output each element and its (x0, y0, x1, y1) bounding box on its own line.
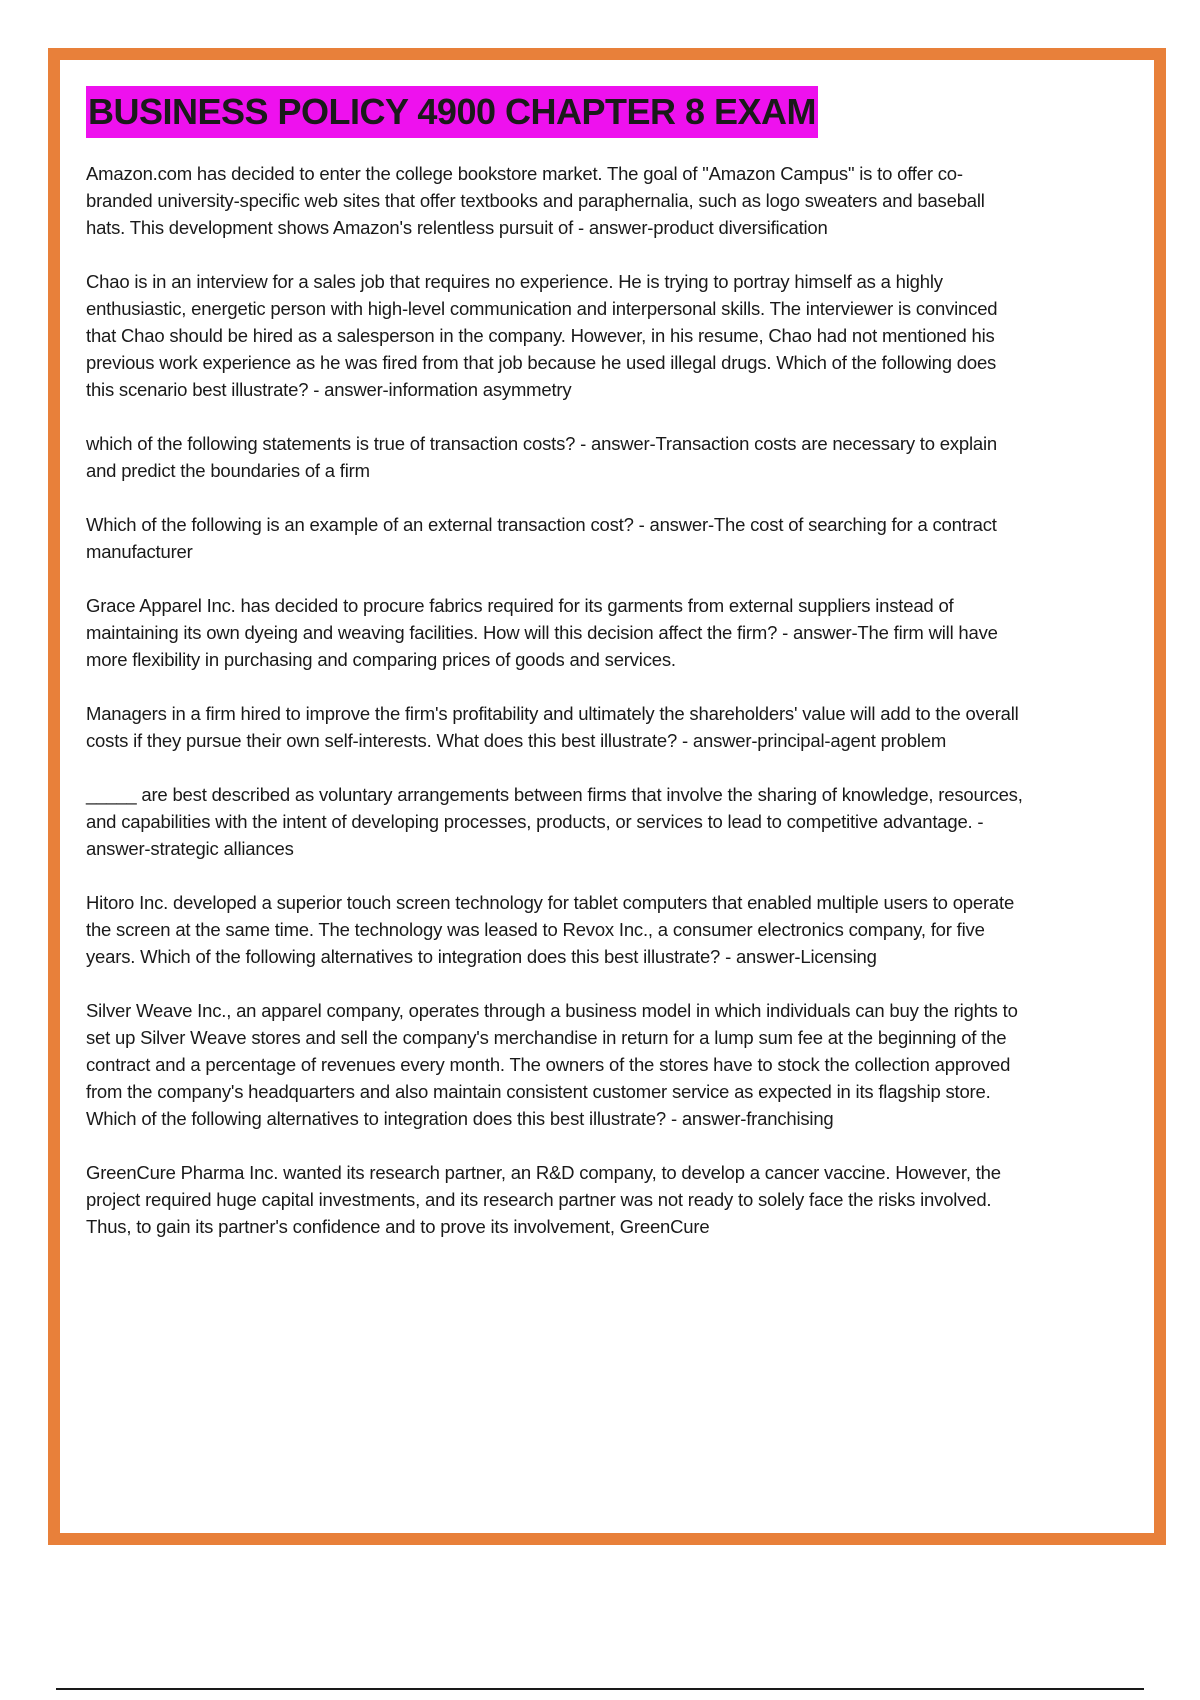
question-answer-item: _____ are best described as voluntary arrangements between firms that involve the sharing of knowledge, resources, and capabilities with the intent of developing processes, products, or services to lead to competitive advantage. - answer-strategic alliances (86, 784, 1023, 859)
question-answer-item: Grace Apparel Inc. has decided to procure fabrics required for its garments from external suppliers instead of maintaining its own dyeing and weaving facilities. How will this decision affect the firm? - answer-The firm will have more flexibility in purchasing and comparing prices of goods and services. (86, 595, 998, 670)
question-answer-item: which of the following statements is true of transaction costs? - answer-Transaction costs are necessary to explain and predict the boundaries of a firm (86, 433, 997, 481)
title-wrap (86, 86, 1026, 138)
question-answer-item: Which of the following is an example of an external transaction cost? - answer-The cost of searching for a contract manufacturer (86, 514, 997, 562)
question-answer-item: Hitoro Inc. developed a superior touch screen technology for tablet computers that enabled multiple users to operate the screen at the same time. The technology was leased to Revox Inc., a consumer electronics company, for five years. Which of the following alternatives to integration does this best illustrate? - answer-Licensing (86, 892, 1015, 967)
document-content (86, 86, 1026, 1267)
question-answer-item: Chao is in an interview for a sales job that requires no experience. He is trying to portray himself as a highly enthusiastic, energetic person with high-level communication and interpersonal skills. The interviewer is convinced that Chao should be hired as a salesperson in the company. However, in his resume, Chao had not mentioned his previous work experience as he was fired from that job because he used illegal drugs. Which of the following does this scenario best illustrate? - answer-information asymmetry (86, 271, 998, 400)
footer-rule (56, 1688, 1144, 1690)
question-answer-item: Amazon.com has decided to enter the college bookstore market. The goal of "Amazon Campus" is to offer co-branded university-specific web sites that offer textbooks and paraphernalia, such as logo sweaters and baseball hats. This development shows Amazon's relentless pursuit of - answer-product diversification (86, 163, 985, 238)
document-title: BUSINESS POLICY 4900 CHAPTER 8 EXAM (86, 86, 818, 138)
question-answer-item: Managers in a firm hired to improve the firm's profitability and ultimately the shareholders' value will add to the overall costs if they pursue their own self-interests. What does this best illustrate? - answer-principal-agent problem (86, 703, 1019, 751)
question-answer-item: Silver Weave Inc., an apparel company, operates through a business model in which individuals can buy the rights to set up Silver Weave stores and sell the company's merchandise in return for a lump sum fee at the beginning of the contract and a percentage of revenues every month. The owners of the stores have to stock the collection approved from the company's headquarters and also maintain consistent customer service as expected in its flagship store. Which of the following alternatives to integration does this best illustrate? - answer-franchising (86, 1000, 1018, 1129)
question-answer-item: GreenCure Pharma Inc. wanted its research partner, an R&D company, to develop a cancer vaccine. However, the project required huge capital investments, and its research partner was not ready to solely face the risks involved. Thus, to gain its partner's confidence and to prove its involvement, GreenCure (86, 1162, 1001, 1237)
